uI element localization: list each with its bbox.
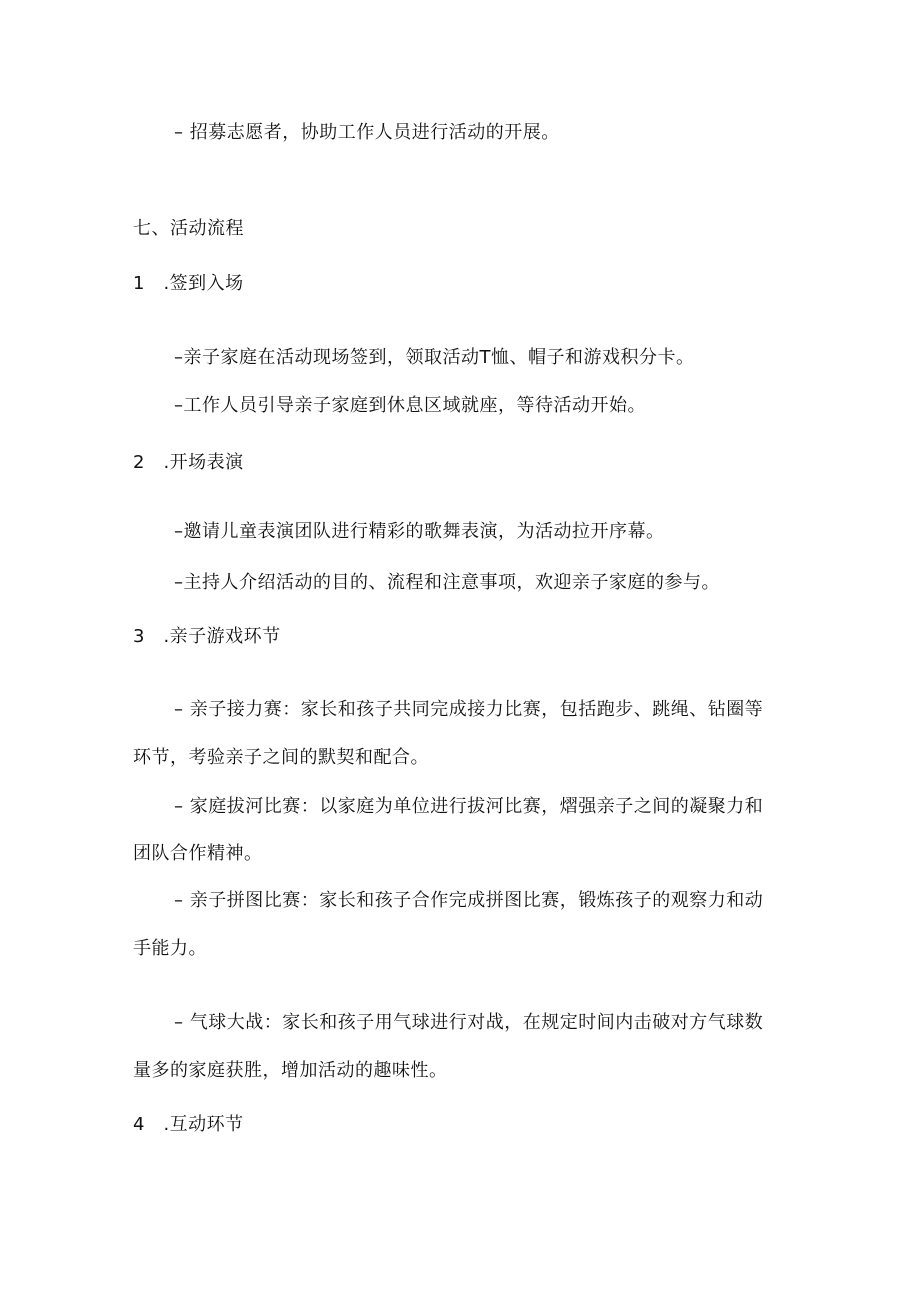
step3-item-line: – 亲子接力赛：家长和孩子共同完成接力比赛，包括跑步、跳绳、钻圈等 — [174, 699, 764, 720]
step3-item-line: 环节，考验亲子之间的默契和配合。 — [133, 747, 429, 768]
step1-bullet: –工作人员引导亲子家庭到休息区域就座，等待活动开始。 — [174, 395, 646, 416]
step3-item-line: 手能力。 — [133, 938, 207, 959]
section-title: 七、活动流程 — [133, 218, 244, 239]
step2-title: 2 .开场表演 — [133, 452, 244, 473]
step2-bullet: –邀请儿童表演团队进行精彩的歌舞表演，为活动拉开序幕。 — [174, 521, 665, 542]
step4-title: 4 .互动环节 — [133, 1114, 244, 1135]
step3-item-line: – 家庭拔河比赛：以家庭为单位进行拔河比赛，熠强亲子之间的凝聚力和 — [174, 796, 764, 817]
step2-bullet: –主持人介绍活动的目的、流程和注意事项，欢迎亲子家庭的参与。 — [174, 572, 720, 593]
step3-item-line: – 亲子拼图比赛：家长和孩子合作完成拼图比赛，锻炼孩子的观察力和动 — [174, 890, 764, 911]
step1-bullet: –亲子家庭在活动现场签到，领取活动T恤、帽子和游戏积分卡。 — [174, 347, 695, 368]
step1-title: 1 .签到入场 — [133, 273, 244, 294]
step3-title: 3 .亲子游戏环节 — [133, 626, 281, 647]
step3-item-line: – 气球大战：家长和孩子用气球进行对战，在规定时间内击破对方气球数 — [174, 1012, 764, 1033]
step3-item-line: 量多的家庭获胜，增加活动的趣味性。 — [133, 1060, 448, 1081]
step3-item-line: 团队合作精神。 — [133, 843, 263, 864]
intro-bullet: – 招募志愿者，协助工作人员进行活动的开展。 — [174, 122, 560, 143]
